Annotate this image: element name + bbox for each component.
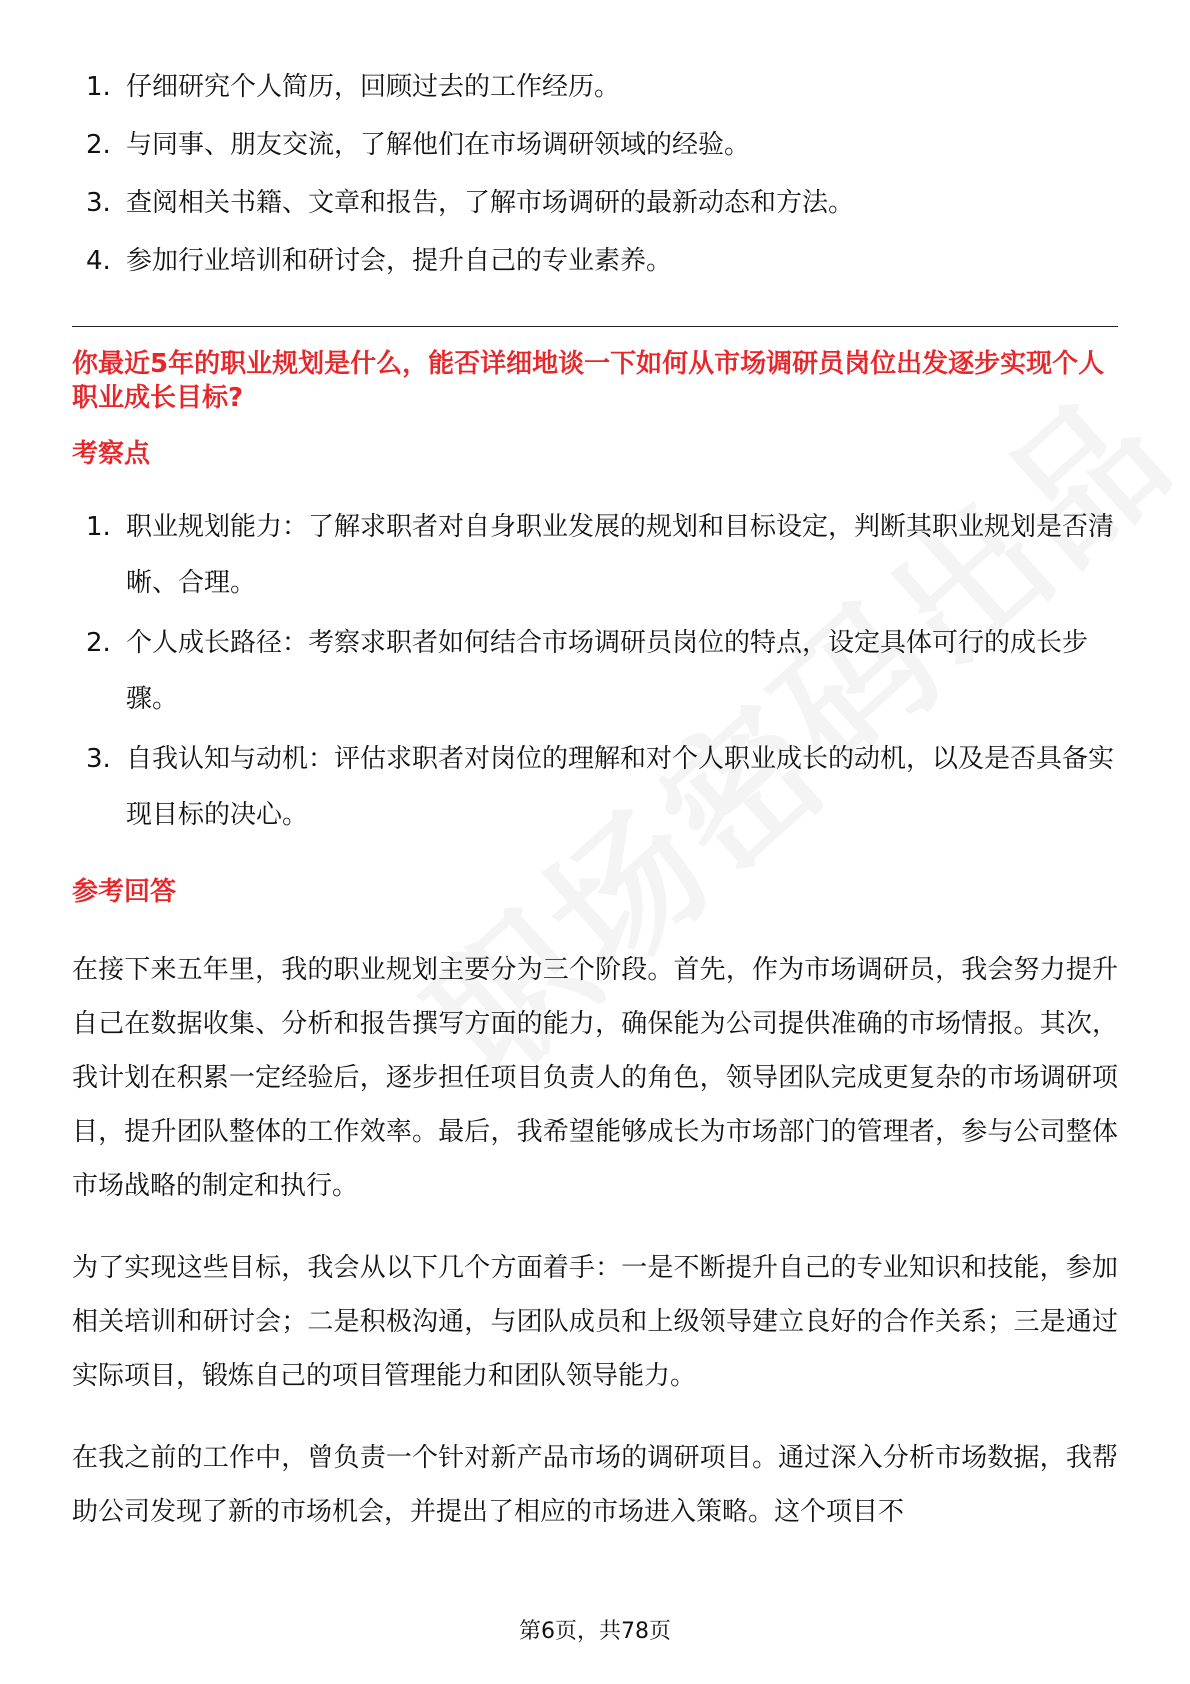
list-text: 与同事、朋友交流，了解他们在市场调研领域的经验。 xyxy=(126,130,751,160)
preparation-list xyxy=(72,58,1118,290)
section-divider xyxy=(72,326,1118,327)
list-text: 个人成长路径：考察求职者如何结合市场调研员岗位的特点，设定具体可行的成长步骤。 xyxy=(126,628,1089,714)
list-item xyxy=(72,731,1118,843)
page-content xyxy=(72,58,1118,1539)
list-item xyxy=(72,232,1118,290)
list-number: 2. xyxy=(86,130,111,160)
list-number: 4. xyxy=(86,246,111,276)
list-item xyxy=(72,174,1118,232)
page-number-footer: 第6页，共78页 xyxy=(519,1619,671,1644)
list-text: 参加行业培训和研讨会，提升自己的专业素养。 xyxy=(126,246,673,276)
list-number: 1. xyxy=(86,512,111,542)
answer-paragraph: 在我之前的工作中，曾负责一个针对新产品市场的调研项目。通过深入分析市场数据，我帮助公司发现了新的市场机会，并提出了相应的市场进入策略。这个项目不 xyxy=(72,1443,1118,1527)
list-item xyxy=(72,499,1118,611)
interview-question: 你最近5年的职业规划是什么，能否详细地谈一下如何从市场调研员岗位出发逐步实现个人职业成长目标? xyxy=(72,349,1105,413)
answer-heading: 参考回答 xyxy=(72,877,177,907)
list-number: 3. xyxy=(86,744,111,774)
list-text: 自我认知与动机：评估求职者对岗位的理解和对个人职业成长的动机，以及是否具备实现目标的决心。 xyxy=(126,744,1115,830)
list-number: 3. xyxy=(86,188,111,218)
assessment-points-list xyxy=(72,499,1118,843)
list-number: 2. xyxy=(86,628,111,658)
list-number: 1. xyxy=(86,72,111,102)
list-text: 职业规划能力：了解求职者对自身职业发展的规划和目标设定，判断其职业规划是否清晰、合理。 xyxy=(126,512,1115,598)
list-item xyxy=(72,58,1118,116)
points-heading: 考察点 xyxy=(72,439,151,469)
list-text: 仔细研究个人简历，回顾过去的工作经历。 xyxy=(126,72,621,102)
answer-paragraph: 在接下来五年里，我的职业规划主要分为三个阶段。首先，作为市场调研员，我会努力提升自己在数据收集、分析和报告撰写方面的能力，确保能为公司提供准确的市场情报。其次，我计划在积累一定经验后，逐步担任项目负责人的角色，领导团队完成更复杂的市场调研项目，提升团队整体的工作效率。最后，我希望能够成长为市场部门的管理者，参与公司整体市场战略的制定和执行。 xyxy=(72,955,1118,1201)
list-text: 查阅相关书籍、文章和报告，了解市场调研的最新动态和方法。 xyxy=(126,188,855,218)
answer-paragraph: 为了实现这些目标，我会从以下几个方面着手：一是不断提升自己的专业知识和技能，参加相关培训和研讨会；二是积极沟通，与团队成员和上级领导建立良好的合作关系；三是通过实际项目，锻炼自己的项目管理能力和团队领导能力。 xyxy=(72,1253,1118,1391)
list-item xyxy=(72,116,1118,174)
list-item xyxy=(72,615,1118,727)
